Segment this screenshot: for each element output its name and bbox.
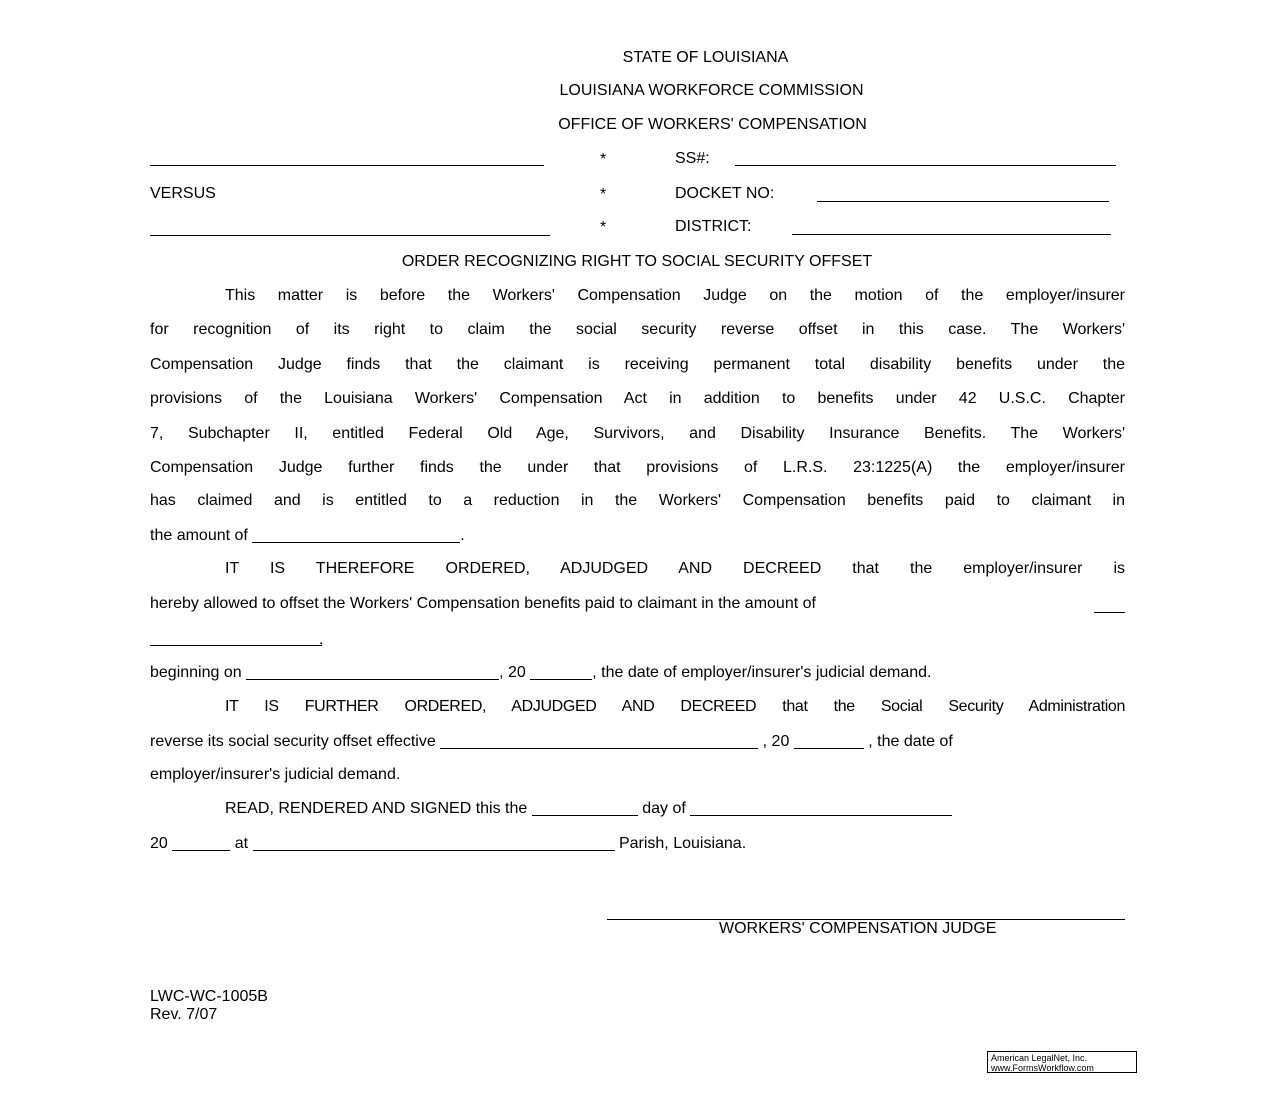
year-prefix: 20 <box>150 835 168 852</box>
date-of-text: , the date of <box>868 733 953 750</box>
body-line: has claimed and is entitled to a reduction in the Workers' Compensation benefits paid to claimant in <box>150 492 1125 509</box>
caption-star: * <box>600 219 607 236</box>
signed-year-field[interactable] <box>172 834 230 851</box>
day-of-label: day of <box>642 800 686 817</box>
at-label: at <box>234 835 249 852</box>
header-state: STATE OF LOUISIANA <box>622 49 789 66</box>
header-agency: LOUISIANA WORKFORCE COMMISSION <box>559 82 864 99</box>
docket-field[interactable] <box>817 201 1109 202</box>
effective-date-field[interactable] <box>440 732 758 749</box>
caption-star: * <box>600 186 607 203</box>
order-title: ORDER RECOGNIZING RIGHT TO SOCIAL SECURITY OFFSET <box>401 253 873 270</box>
parish-label: Parish, Louisiana. <box>618 835 747 852</box>
district-field[interactable] <box>792 234 1111 235</box>
badge-line-2: www.FormsWorkflow.com <box>991 1063 1094 1073</box>
body-line: Compensation Judge further finds the under that provisions of L.R.S. 23:1225(A) the employer/insurer <box>150 459 1125 476</box>
beginning-date-field[interactable] <box>246 663 499 680</box>
form-number: LWC-WC-1005B <box>150 988 268 1005</box>
ss-label: SS#: <box>675 150 710 167</box>
period: . <box>319 631 324 648</box>
docket-label: DOCKET NO: <box>675 185 775 202</box>
parish-field[interactable] <box>253 834 615 851</box>
year-prefix: , 20 <box>762 733 790 750</box>
body-line: hereby allowed to offset the Workers' Compensation benefits paid to claimant in the amount of <box>150 595 816 612</box>
body-line: IT IS THEREFORE ORDERED, ADJUDGED AND DECREED that the employer/insurer is <box>225 560 1125 577</box>
demand-text: , the date of employer/insurer's judicial demand. <box>592 664 932 681</box>
body-line <box>150 834 746 854</box>
signed-month-field[interactable] <box>690 799 952 816</box>
period: . <box>460 527 465 544</box>
ss-field[interactable] <box>735 165 1116 166</box>
badge-line-1: American LegalNet, Inc. <box>991 1053 1088 1063</box>
publisher-badge <box>987 1051 1137 1073</box>
amount-label: the amount of <box>150 527 248 544</box>
caption-star: * <box>600 151 607 168</box>
claimant-name-blank[interactable] <box>150 165 544 166</box>
body-line <box>150 732 1125 752</box>
versus-label: VERSUS <box>150 185 216 202</box>
header-office: OFFICE OF WORKERS' COMPENSATION <box>558 116 867 133</box>
body-line <box>225 799 952 819</box>
body-line: employer/insurer's judicial demand. <box>150 766 401 783</box>
signed-day-field[interactable] <box>532 799 638 816</box>
body-line <box>150 526 465 546</box>
body-line <box>150 663 931 683</box>
offset-amount-field[interactable] <box>1094 612 1125 613</box>
offset-amount-field-continued[interactable] <box>150 645 322 646</box>
reduction-amount-field[interactable] <box>252 526 460 543</box>
body-line: This matter is before the Workers' Compensation Judge on the motion of the employer/insurer <box>225 287 1125 304</box>
beginning-label: beginning on <box>150 664 242 681</box>
beginning-year-field[interactable] <box>530 663 592 680</box>
effective-year-field[interactable] <box>794 732 864 749</box>
body-line: IT IS FURTHER ORDERED, ADJUDGED AND DECREED that the Social Security Administration <box>225 698 1125 715</box>
form-revision: Rev. 7/07 <box>150 1006 218 1023</box>
year-prefix: , 20 <box>499 664 526 681</box>
body-line: 7, Subchapter II, entitled Federal Old Age, Survivors, and Disability Insurance Benefits. The Workers' <box>150 425 1125 442</box>
body-line: provisions of the Louisiana Workers' Compensation Act in addition to benefits under 42 U.S.C. Chapter <box>150 390 1125 407</box>
employer-name-blank[interactable] <box>150 235 550 236</box>
effective-label: reverse its social security offset effective <box>150 733 436 750</box>
signed-label: READ, RENDERED AND SIGNED this the <box>225 800 528 817</box>
body-line: Compensation Judge finds that the claimant is receiving permanent total disability benefits under the <box>150 356 1125 373</box>
body-line: for recognition of its right to claim the social security reverse offset in this case. The Workers' <box>150 321 1125 338</box>
judge-signature-label: WORKERS' COMPENSATION JUDGE <box>719 920 997 937</box>
district-label: DISTRICT: <box>675 218 752 235</box>
